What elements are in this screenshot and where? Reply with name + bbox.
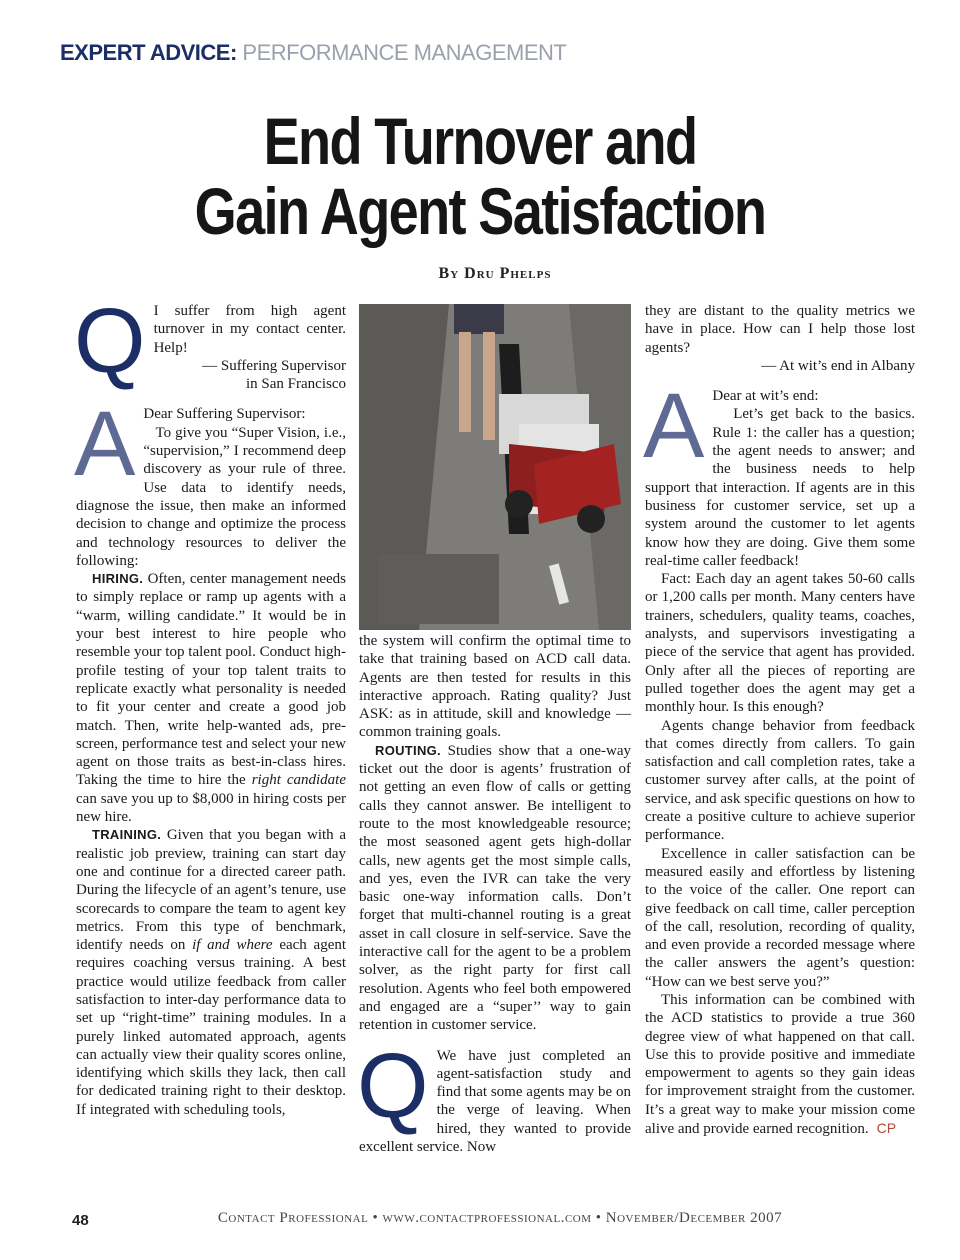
section-kicker [60,40,566,66]
routing-heading: ROUTING. [375,742,441,758]
page-number: 48 [72,1212,89,1229]
answer-2-text: Let’s get back to the basics. Rule 1: the caller has a question; the agent needs to answer; and the business needs to help support that interaction. If agents are in this business for customer service, set up a system around the customer to let agents know how they are doing. Give them some real-time caller feedback! [645,406,915,569]
paragraph-text: Often, center management needs to simply replace or ramp up agents with a “warm, willing candidate.” It would be in your best interest to hire people who resemble your top talent pool. Conduct high-profile testing of your top talent traits to replicate exactly what personality is needed to fit your center and create a good job match. Then, write help-wanted ads, pre-screen, performance test and select your new agent on those traits as best-in-class hires. Taking the time to hire the [76,571,347,789]
column-3 [645,302,915,1138]
excellence-paragraph: Excellence in caller satisfaction can be measured easily and effortless by listening to the voice of the caller. One report can give feedback on call time, caller perception of the call, resolution, recording of quality, and even provide a recorded message where the caller answers the agent’s question: “How can we best serve you?” [645,845,915,990]
drop-cap-a: A [643,375,705,478]
question-2-signature: — At wit’s end in Albany [761,357,915,374]
column-2-continuation: the system will confirm the optimal time to take that training based on ACD call data. Agents are then tested for results in this interactive approach. Rating quality? Just ASK: as in attitude, skill and knowledge — common training goals. [359,633,631,741]
answer-1 [74,393,346,570]
answer-1-greeting: Dear Suffering Supervisor: [143,406,306,423]
photo-illustration [359,304,631,630]
answer-1-text: To give you “Super Vision, i.e., “supervision,” I recommend deep discovery as your rule of three. Use data to identify needs, diagnose the issue, then make an informed decision to change and optimize the process and technology resources to deliver the following: [76,424,346,569]
kicker-topic: PERFORMANCE MANAGEMENT [242,40,567,65]
paragraph-text: each agent requires coaching versus training. A best practice would utilize feedback from caller satisfaction to inter-day performance data to set up “right-time” training modules. In a purely linked automated approach, agents can actually view their quality scores online, identifying which skills they lack, then call for dedicated training right to their desktop. If integrated with scheduling tools, [76,937,347,1118]
article-title-line2: Gain Agent Satisfaction [194,174,766,248]
question-2-text: We have just completed an agent-satisfaction study and find that some agents may be on the verge of leaving. When hired, they wanted to provide excellent service. Now [359,1047,631,1156]
answer-2 [643,375,915,570]
question-2 [357,1034,631,1157]
paragraph-text: Given that you began with a realistic job preview, training can start day one and continue for a directed career path. During the lifecycle of an agent’s tenure, use scorecards to compare the team to agent key metrics. From this type of benchmark, identify needs on [76,827,347,954]
column-2 [359,632,631,1156]
paragraph-text: This information can be combined with the ACD statistics to provide a true 360 degree view of what happened on that call. Use this to provide positive and immediate empowerment to agents so they gain ideas for improvement straight from the customer. It’s a great way to make your mission come alive and provide earned recognition. [645,991,915,1138]
signature-line: in San Francisco [246,376,346,393]
hiring-paragraph [76,570,346,826]
training-paragraph [76,826,346,1119]
closing-paragraph [645,991,915,1138]
article-title-line1: End Turnover and [263,104,697,178]
end-mark: CP [876,1120,897,1137]
answer-2-greeting: Dear at wit’s end: [712,388,819,405]
article-photo [359,304,631,630]
kicker-section: EXPERT ADVICE: [60,40,237,65]
training-heading: TRAINING. [92,827,162,843]
drop-cap-q: Q [357,1034,429,1137]
fact-paragraph: Fact: Each day an agent takes 50-60 calls or 1,200 calls per month. Many centers have trainers, schedulers, quality teams, coaches, analysts, and supervisors investigating a piece of the service that agent has provided. Only after all the pieces of reporting are pulled together does the agent may get a monthly hour. Is this enough? [645,571,915,716]
signature-line: — Suffering Supervisor [202,357,346,374]
column-3-continuation: they are distant to the quality metrics we have in place. How can I help those lost agents? [645,303,915,356]
byline: By Dru Phelps [438,265,552,282]
routing-paragraph [359,742,631,1035]
drop-cap-q: Q [74,290,146,392]
footer-line: Contact Professional • www.contactprofessional.com • November/December 2007 [217,1210,783,1226]
emphasis: if and where [192,937,273,954]
emphasis: right candidate [251,772,346,789]
feedback-paragraph: Agents change behavior from feedback that comes directly from callers. To gain satisfaction and call completion rates, take a customer survey after calls, at the point of service, and ask specific questions on how to create a positive culture to achieve superior performance. [645,717,915,844]
question-1-text: I suffer from high agent turnover in my contact center. Help! [153,303,346,356]
paragraph-text: Studies show that a one-way ticket out the door is agents’ frustration of not getting an even flow of calls or getting calls they cannot answer. Be intelligent to route to the most knowledgeable resource; the most seasoned agent gets high-dollar calls, new agents get the most simple calls, and yes, even the IVR can take the very basic one-way information calls. Don’t forget that multi-channel routing is a great asset in call closure in self-service. Save the interactive call for the agent to be a problem solver, as the right party for first call resolution. Agents who feel both empowered and engaged are a “super’’ way to gain retention in customer service. [359,742,632,1034]
hiring-heading: HIRING. [92,571,144,587]
drop-cap-a: A [74,393,136,496]
column-1 [74,290,347,1119]
paragraph-text: can save you up to $8,000 in hiring costs per new hire. [76,790,346,826]
